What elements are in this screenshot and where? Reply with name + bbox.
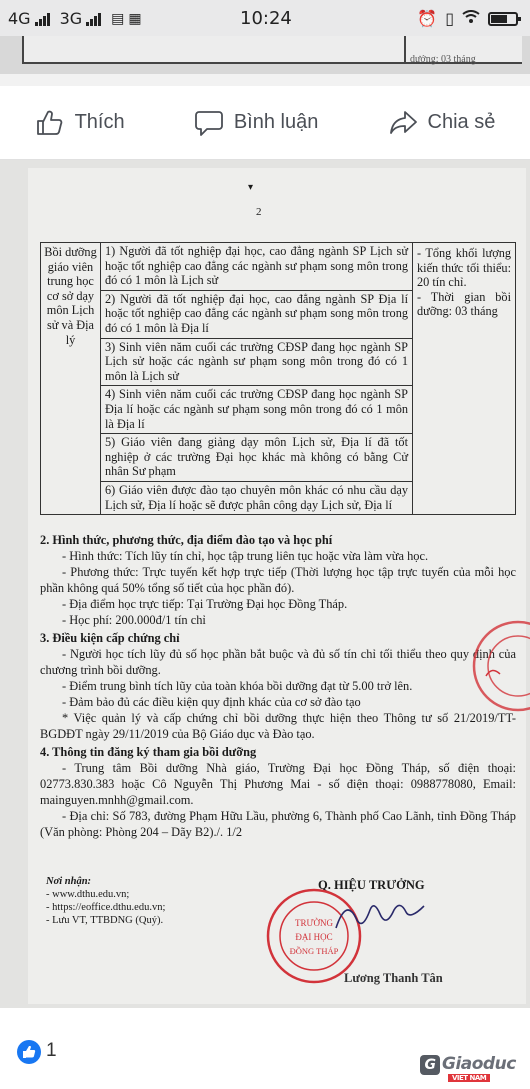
section-3-line: * Việc quản lý và cấp chứng chỉ bồi dưỡng thực hiện theo Thông tư số 21/2019/TT-BGDĐT ngày 29/11/2019 của Bộ Giáo dục và Đào tạo. [40, 711, 516, 741]
reactions-bar [0, 1008, 530, 1089]
battery-icon [488, 12, 518, 26]
section-2-line: - Địa điểm học trực tiếp: Tại Trường Đại học Đồng Tháp. [62, 597, 348, 611]
share-button[interactable] [388, 108, 496, 138]
recipient-item: - Lưu VT, TTBDNG (Quý). [46, 915, 164, 926]
vibrate-icon: ▯ [445, 9, 454, 28]
section-2-line: - Phương thức: Trực tuyến kết hợp trực tiếp (Thời lượng học tập trực tuyến của mỗi học phần không quá 50% tổng số tiết của học phần đó). [40, 565, 516, 595]
section-3-line: - Đảm bảo đủ các điều kiện quy định khác của cơ sở đào tạo [62, 695, 361, 709]
svg-text:ĐẠI HỌC: ĐẠI HỌC [295, 932, 333, 942]
share-label: Chia sẻ [427, 111, 496, 133]
like-button[interactable] [35, 108, 125, 138]
post-photo[interactable] [0, 160, 530, 1008]
eligibility-item: 3) Sinh viên năm cuối các trường CĐSP đang học ngành SP Lịch sử hoặc các ngành sư phạm song môn trong đó có 1 môn là Lịch sử [101, 339, 412, 387]
svg-text:TRƯỜNG: TRƯỜNG [295, 918, 333, 928]
eligibility-cell [101, 243, 413, 515]
page-mark: ▾ [248, 182, 254, 193]
watermark-logo [420, 1054, 516, 1082]
eligibility-item: 5) Giáo viên đang giảng dạy môn Lịch sử, Địa lí đã tốt nghiệp ở các trường Đại học khác mà không có bằng Cử nhân Sư phạm [101, 434, 412, 482]
page-number: 2 [256, 206, 262, 218]
watermark-sub: VIET NAM [448, 1074, 490, 1082]
thumbs-up-icon [35, 108, 65, 138]
notification-icon: ▤ [111, 10, 125, 27]
comment-label: Bình luận [233, 111, 319, 133]
clock: 10:24 [240, 8, 292, 29]
course-name-cell: Bồi dưỡng giáo viên trung học cơ sở dạy môn Lịch sử và Địa lý [41, 243, 101, 515]
app-notification-icon: ▦ [128, 10, 142, 27]
share-icon [388, 108, 418, 138]
signature-icon [328, 888, 438, 948]
previous-image-fragment [0, 36, 530, 74]
eligibility-item: 1) Người đã tốt nghiệp đại học, cao đẳng ngành SP Lịch sử hoặc tốt nghiệp cao đẳng các ngành sư phạm song môn trong đó có 1 môn là Lịch sử [101, 243, 412, 291]
section-2-line: - Học phí: 200.000đ/1 tín chỉ [62, 613, 206, 627]
signer-title: Q. HIỆU TRƯỞNG [318, 878, 425, 892]
recipients-title: Nơi nhận: [46, 876, 92, 887]
post-action-bar [0, 86, 530, 160]
section-4-line: - Trung tâm Bồi dưỡng Nhà giáo, Trường Đại học Đồng Tháp, số điện thoại: 02773.830.383 hoặc Cô Nguyễn Thị Phương Mai - số điện thoại: 0988778080, Email: mainguyen.mnhh@gmail.com. [40, 761, 516, 807]
network-1-label: 4G [8, 9, 31, 28]
section-3-line: - Người học tích lũy đủ số học phần bắt buộc và đủ số tín chỉ tối thiểu theo quy định của chương trình bồi dưỡng. [40, 647, 516, 677]
eligibility-item: 2) Người đã tốt nghiệp đại học, cao đẳng ngành SP Địa lí hoặc tốt nghiệp cao đẳng các ngành sư phạm song môn trong đó có 1 môn là Địa lí [101, 291, 412, 339]
alarm-icon: ⏰ [417, 9, 438, 28]
eligibility-item: 4) Sinh viên năm cuối các trường CĐSP đang học ngành SP Địa lí hoặc các ngành sư phạm song môn trong đó có 1 môn là Địa lí [101, 386, 412, 434]
fragment-text: dướng: 03 tháng [410, 54, 476, 65]
signal-2-icon [86, 12, 101, 26]
section-2-heading: 2. Hình thức, phương thức, địa điểm đào tạo và học phí [40, 533, 333, 547]
comment-icon [194, 108, 224, 138]
section-3-line: - Điểm trung bình tích lũy của toàn khóa bồi dưỡng đạt từ 5.00 trở lên. [62, 679, 413, 693]
duration-cell [413, 243, 516, 515]
watermark-brand: Giaoduc [442, 1054, 516, 1074]
status-bar [0, 0, 530, 36]
recipient-item: - https://eoffice.dthu.edu.vn; [46, 902, 166, 913]
watermark-g-icon: G [420, 1055, 440, 1075]
requirements-table [40, 242, 516, 515]
section-4-heading: 4. Thông tin đăng ký tham gia bồi dưỡng [40, 745, 257, 759]
network-2-label: 3G [59, 9, 83, 28]
section-2-line: - Hình thức: Tích lũy tín chỉ, học tập trung liên tục hoặc vừa làm vừa học. [62, 549, 429, 563]
signal-icon [35, 12, 50, 26]
training-duration: - Thời gian bồi dưỡng: 03 tháng [417, 289, 511, 319]
system-icons [417, 9, 518, 28]
svg-text:ĐỒNG THÁP: ĐỒNG THÁP [289, 946, 339, 956]
like-reaction-icon[interactable] [17, 1040, 41, 1064]
recipients-block [46, 875, 165, 927]
section-3-heading: 3. Điều kiện cấp chứng chỉ [40, 631, 180, 645]
comment-button[interactable] [194, 108, 319, 138]
like-count[interactable]: 1 [46, 1040, 57, 1061]
network-indicators [8, 9, 142, 28]
eligibility-item: 6) Giáo viên được đào tạo chuyên môn khác có nhu cầu dạy Lịch sử, Địa lí hoặc sẽ được phân công dạy Lịch sử, Địa lí [105, 482, 408, 512]
like-label: Thích [74, 111, 125, 133]
document-page [28, 168, 526, 1004]
document-body [40, 530, 516, 840]
wifi-icon [462, 9, 480, 28]
credit-requirement: - Tổng khối lượng kiến thức tối thiểu: 20 tín chỉ. [417, 246, 511, 290]
section-4-line: - Địa chỉ: Số 783, đường Phạm Hữu Lầu, phường 6, Thành phố Cao Lãnh, tỉnh Đồng Tháp (Văn phòng: Phòng 204 – Dãy B2)./. 1/2 [40, 809, 516, 839]
recipient-item: - www.dthu.edu.vn; [46, 889, 130, 900]
signer-name: Lương Thanh Tân [344, 971, 443, 985]
partial-stamp-icon [458, 616, 530, 716]
